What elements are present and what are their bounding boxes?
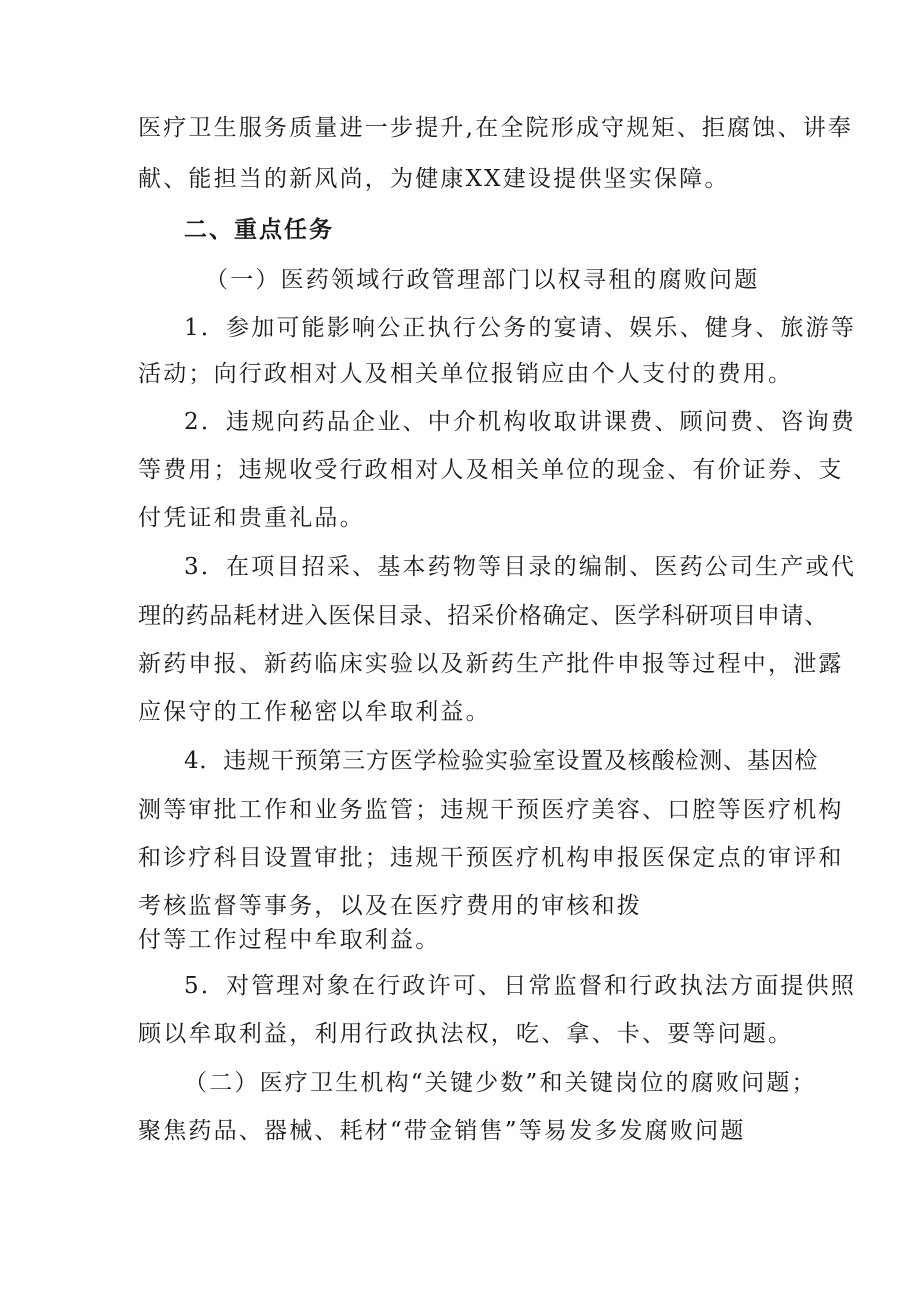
list-item-2-line: 付凭证和贵重礼品。: [138, 505, 365, 531]
list-item-3-line: 新药申报、新药临床实验以及新药生产批件申报等过程中，泄露: [138, 651, 844, 677]
list-item-4-line: 测等审批工作和业务监管；违规干预医疗美容、口腔等医疗机构: [138, 797, 844, 823]
list-item-3-line: 应保守的工作秘密以牟取利益。: [138, 699, 491, 725]
list-item-4-line: 4．违规干预第三方医学检验实验室设置及核酸检测、基因检: [184, 748, 819, 774]
list-item-4-line: 考核监督等事务，以及在医疗费用的审核和拨: [138, 893, 642, 919]
section-heading: 二、重点任务: [184, 217, 334, 243]
list-item-1-line: 1．参加可能影响公正执行公务的宴请、娱乐、健身、旅游等: [184, 315, 857, 341]
paragraph-line: 医疗卫生服务质量进一步提升,在全院形成守规矩、拒腐蚀、讲奉: [138, 115, 854, 141]
list-item-2-line: 2．违规向药品企业、中介机构收取讲课费、顾问费、咨询费: [184, 409, 857, 435]
paragraph-line: 献、能担当的新风尚，为健康XX建设提供坚实保障。: [138, 166, 730, 192]
list-item-4-line: 和诊疗科目设置审批；违规干预医疗机构申报医保定点的审评和: [138, 845, 844, 871]
list-item-4-line: 付等工作过程中牟取利益。: [138, 927, 441, 953]
list-item-1-line: 活动；向行政相对人及相关单位报销应由个人支付的费用。: [138, 361, 794, 387]
list-item-2-line: 等费用；违规收受行政相对人及相关单位的现金、有价证券、支: [138, 457, 844, 483]
list-item-3-line: 理的药品耗材进入医保目录、招采价格确定、医学科研项目申请、: [138, 603, 829, 629]
subsection-heading: （二）医疗卫生机构“关键少数”和关键岗位的腐败问题；: [184, 1070, 817, 1096]
subsection-heading: （一）医药领域行政管理部门以权寻租的腐败问题: [205, 267, 760, 293]
list-item-3-line: 3．在项目招采、基本药物等目录的编制、医药公司生产或代: [184, 554, 857, 580]
list-item-5-line: 5．对管理对象在行政许可、日常监督和行政执法方面提供照: [184, 973, 857, 999]
list-item-5-line: 顾以牟取利益，利用行政执法权，吃、拿、卡、要等问题。: [138, 1021, 794, 1047]
subsection-heading-line: 聚焦药品、器械、耗材“带金销售”等易发多发腐败问题: [138, 1118, 746, 1144]
